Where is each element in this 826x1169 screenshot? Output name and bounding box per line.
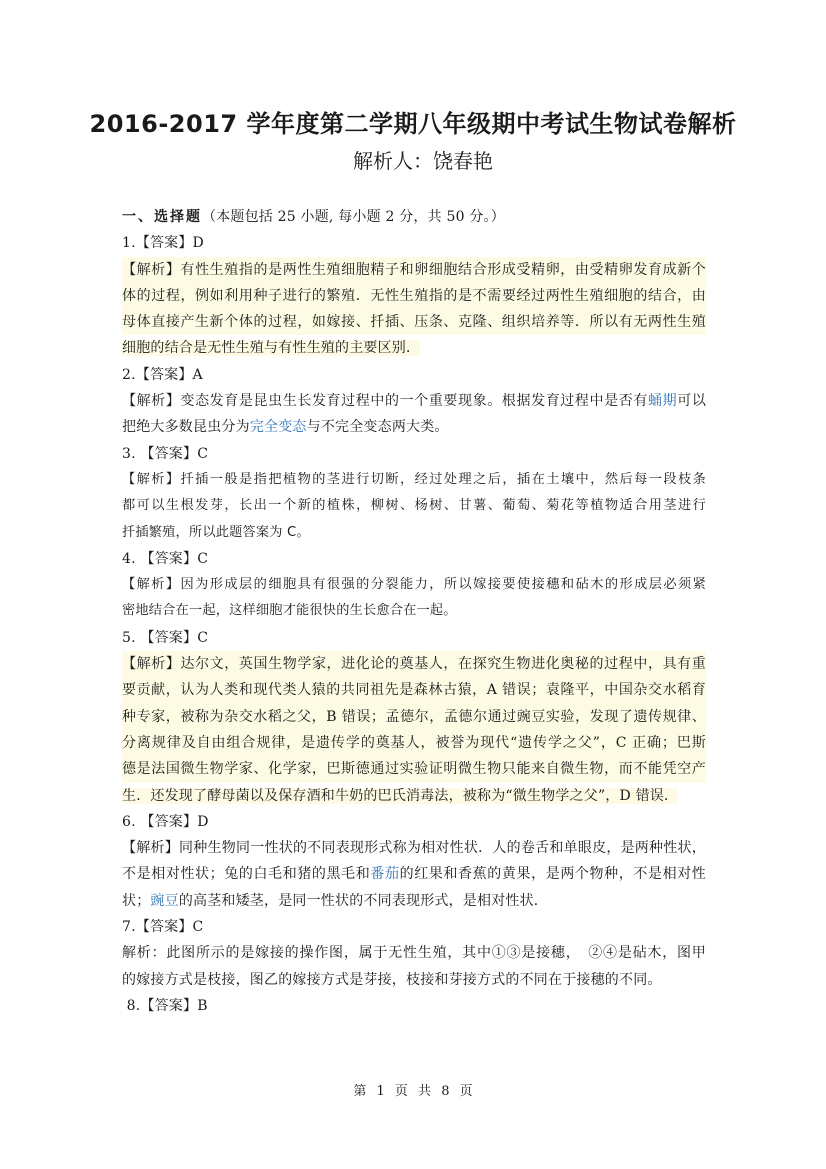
explanation-line: 要贡献，认为人类和现代类人猿的共同祖先是森林古猿，A 错误；袁隆平，中国杂交水稻育: [122, 677, 706, 703]
explanation-line: 德是法国微生物学家、化学家，巴斯德通过实验证明微生物只能来自微生物，而不能凭空产: [122, 756, 706, 782]
explanation-line: 种专家，被称为杂交水稻之父，B 错误；孟德尔，孟德尔通过豌豆实验，发现了遗传规律、: [122, 704, 706, 730]
explanation-line: [122, 572, 706, 598]
section-note: （本题包括 25 小题, 每小题 2 分，共 50 分。）: [202, 209, 505, 225]
page-footer: 第 1 页 共 8 页: [353, 1084, 473, 1099]
answer-line: 8.【答案】B: [122, 997, 208, 1014]
explanation-line: [122, 861, 706, 887]
explanation-line: [122, 335, 706, 361]
section-heading: 一、选择题: [122, 209, 202, 225]
explanation-text: 的红果和香蕉的黄果，是两个物种，不是相对性: [399, 866, 707, 883]
explanation-prefix: 【解析】: [122, 393, 181, 410]
explanation-text: 与不完全变态两大类。: [306, 419, 449, 436]
explanation-line: [122, 783, 706, 809]
explanation-text: 生．还发现了酵母菌以及保存酒和牛奶的巴氏消毒法，被称为“微生物学之父”，D 错误．: [122, 787, 679, 804]
explanation-line: 解析：此图所示的是嫁接的操作图，属于无性生殖，其中①③是接穗， ②④是砧木，图甲: [122, 945, 706, 962]
answer-line: 2.【答案】A: [122, 366, 203, 383]
explanation-prefix: 【解析】: [122, 261, 181, 278]
section-heading-line: [122, 204, 706, 230]
explanation-prefix: 【解析】: [122, 471, 181, 487]
answer-line: 5. 【答案】C: [122, 629, 209, 646]
explanation-prefix: 【解析】: [122, 656, 181, 673]
answer-line: 1.【答案】D: [122, 235, 204, 252]
answer-line: 7.【答案】C: [122, 919, 204, 936]
explanation-line: 母体直接产生新个体的过程，如嫁接、扦插、压条、克隆、组织培养等．所以有无两性生殖: [122, 309, 706, 335]
term-link[interactable]: 蛹期: [647, 393, 678, 410]
document-body: [122, 204, 706, 1019]
document-subtitle: 解析人：饶春艳: [353, 149, 493, 173]
explanation-prefix: 【解析】: [122, 840, 179, 857]
explanation-text: 同种生物同一性状的不同表现形式称为相对性状．人的卷舌和单眼皮，是两种性状，: [178, 840, 706, 857]
explanation-line: [122, 835, 706, 861]
explanation-line: 的嫁接方式是枝接，图乙的嫁接方式是芽接，枝接和芽接方式的不同在于接穗的不同。: [122, 971, 662, 988]
explanation-line: 都可以生根发芽，长出一个新的植株，柳树、杨树、甘薯、葡萄、菊花等植物适合用茎进行: [122, 498, 706, 514]
explanation-text: 把绝大多数昆虫分为: [122, 419, 250, 436]
explanation-text: 因为形成层的细胞具有很强的分裂能力，所以嫁接要使接穗和砧木的形成层必须紧: [180, 577, 706, 593]
explanation-text: 不是相对性状；兔的白毛和猪的黑毛和: [122, 866, 371, 883]
explanation-text: 可以: [677, 393, 707, 410]
explanation-line: 分离规律及自由组合规律，是遗传学的奠基人，被誉为现代“遗传学之父”，C 正确；巴斯: [122, 730, 706, 756]
document-title: 2016-2017 学年度第二学期八年级期中考试生物试卷解析: [89, 110, 737, 138]
explanation-text: 扦插一般是指把植物的茎进行切断，经过处理之后，插在土壤中，然后每一段枝条: [180, 471, 706, 487]
explanation-line: 扦插繁殖，所以此题答案为 C。: [122, 524, 310, 540]
explanation-text: 变态发育是昆虫生长发育过程中的一个重要现象。根据发育过程中是否有: [180, 393, 648, 410]
term-link[interactable]: 豌豆: [150, 892, 179, 909]
term-link[interactable]: 完全变态: [249, 419, 307, 436]
explanation-text: 达尔文，英国生物学家，进化论的奠基人，在探究生物进化奥秘的过程中，具有重: [180, 656, 706, 673]
explanation-line: 密地结合在一起，这样细胞才能很快的生长愈合在一起。: [122, 603, 457, 619]
explanation-text: 状；: [122, 892, 151, 909]
explanation-line: [122, 651, 706, 677]
explanation-line: [122, 888, 706, 914]
explanation-line: [122, 388, 706, 414]
explanation-prefix: 【解析】: [122, 577, 181, 593]
explanation-text: 的高茎和矮茎，是同一性状的不同表现形式，是相对性状．: [178, 892, 549, 909]
answer-line: 3. 【答案】C: [122, 445, 209, 462]
term-link[interactable]: 番茄: [370, 866, 400, 883]
explanation-line: 体的过程，例如利用种子进行的繁殖．无性生殖指的是不需要经过两性生殖细胞的结合，由: [122, 283, 706, 309]
answer-line: 6. 【答案】D: [122, 813, 209, 830]
explanation-line: [122, 467, 706, 493]
explanation-line: [122, 414, 706, 440]
explanation-text: 细胞的结合是无性生殖与有性生殖的主要区别．: [122, 340, 421, 357]
explanation-text: 有性生殖指的是两性生殖细胞精子和卵细胞结合形成受精卵，由受精卵发育成新个: [180, 261, 706, 278]
explanation-line: [122, 257, 706, 283]
answer-line: 4. 【答案】C: [122, 550, 209, 567]
